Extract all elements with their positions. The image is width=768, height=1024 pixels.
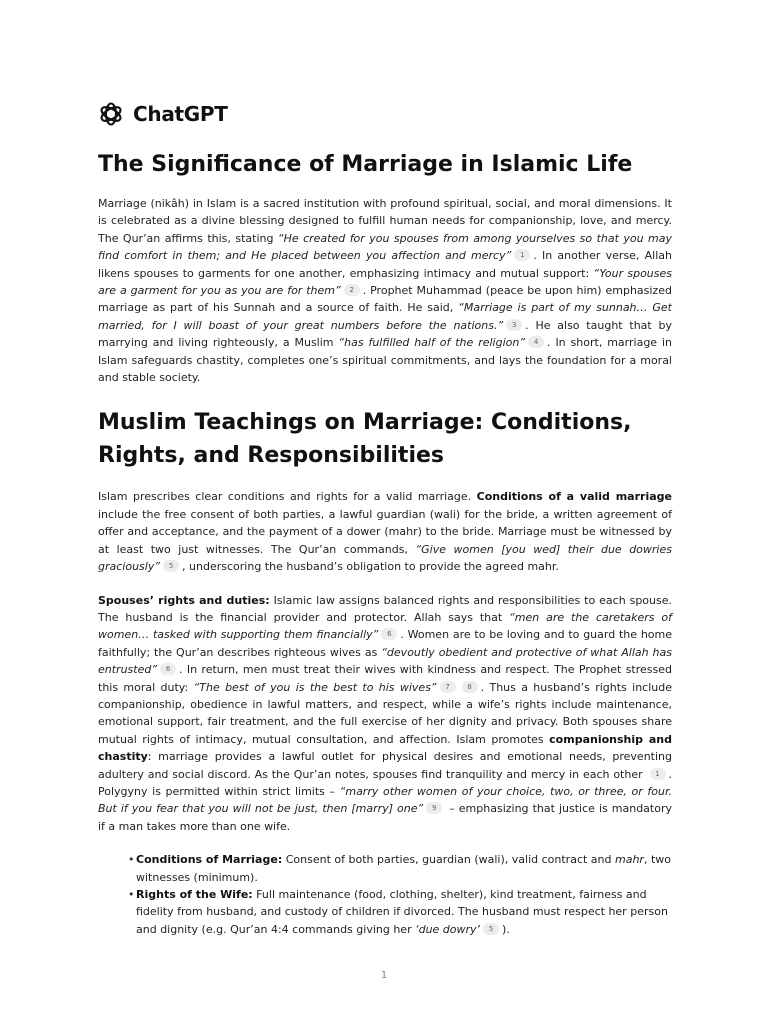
bullet-list (98, 851, 672, 938)
bold-term: Conditions of a valid marriage (476, 490, 672, 504)
text: . Prophet Muhammad (peace be upon him) emphasized marriage as part of his Sunnah and a source of faith. He said, (98, 284, 672, 315)
citation-badge[interactable]: 7 (440, 681, 456, 693)
text: . Thus a husband’s rights include companionship, obedience in lawful matters, and respect, while a wife’s rights include maintenance, emotional support, fair treatment, and the full exercise of her dignity and privacy. Both spouses share mutual rights of intimacy, mutual consultation, and affection. Islam promotes (98, 680, 673, 746)
bold-term: Spouses’ rights and duties: (98, 593, 270, 607)
citation-badge[interactable]: 1 (650, 768, 666, 780)
quote: “He created for you spouses from among yourselves so that you may find comfort in them; and He placed between you affection and mercy” (98, 231, 672, 263)
paragraph-significance (98, 195, 672, 386)
quote: “Marriage is part of my sunnah… Get married, for I will boast of your great numbers before the nations.” (98, 301, 672, 332)
emphasis: ‘due dowry’ (415, 922, 481, 936)
text: . He also taught that by marrying and living righteously, a Muslim (98, 318, 672, 350)
openai-logo-icon (98, 101, 124, 127)
brand-header (98, 100, 672, 128)
text: . Women are to be loving and to guard the home faithfully; the Qur’an describes righteous wives as (98, 628, 673, 659)
quote: “men are the caretakers of women… tasked with supporting them financially” (98, 610, 672, 642)
text: Consent of both parties, guardian (wali), valid contract and (282, 853, 615, 867)
paragraph-conditions (98, 488, 672, 575)
text: Islamic law assigns balanced rights and responsibilities to each spouse. The husband is the financial provider and protector. Allah says that (98, 593, 672, 624)
paragraph-rights-duties (98, 592, 672, 836)
citation-badge[interactable]: 4 (528, 336, 544, 348)
list-item (136, 886, 672, 938)
bullet-label: Rights of the Wife: (136, 888, 253, 901)
bold-term: companionship and chastity (98, 732, 672, 764)
brand-name: ChatGPT (133, 102, 228, 126)
citation-badge[interactable]: 6 (160, 663, 176, 675)
citation-badge[interactable]: 6 (381, 628, 397, 640)
text: . In short, marriage in Islam safeguards chastity, completes one’s spiritual commitments, and lays the foundation for a moral and stable society. (98, 336, 672, 385)
text: – emphasizing that justice is mandatory if a man takes more than one wife. (98, 802, 672, 833)
citation-badge[interactable]: 3 (506, 319, 522, 331)
citation-badge[interactable]: 9 (426, 802, 442, 814)
quote: “Give women [you wed] their due dowries graciously” (98, 542, 672, 574)
citation-badge[interactable]: 5 (163, 560, 179, 572)
text: include the free consent of both parties, a lawful guardian (wali) for the bride, a written agreement of offer and acceptance, and the payment of a dower (mahr) to the bride. Marriage must be witnessed by at least two just witnesses. The Qur’an commands, (98, 507, 672, 556)
text: ). (502, 922, 510, 936)
emphasis: mahr (615, 853, 644, 867)
citation-badge[interactable]: 5 (483, 923, 499, 935)
text: . In another verse, Allah likens spouses to garments for one another, emphasizing intimacy and mutual support: (98, 249, 672, 280)
citation-badge[interactable]: 2 (344, 284, 360, 296)
bullet-label: Conditions of Marriage: (136, 853, 283, 867)
section-title-teachings: Muslim Teachings on Marriage: Conditions, Rights, and Responsibilities (98, 410, 632, 469)
quote: “The best of you is the best to his wives” (193, 680, 437, 694)
text: , underscoring the husband’s obligation to provide the agreed mahr. (182, 560, 559, 574)
text: Islam prescribes clear conditions and rights for a valid marriage. (98, 490, 477, 504)
quote: “marry other women of your choice, two, or three, or four. But if you fear that you will not be just, then [marry] one” (98, 784, 672, 816)
citation-badge[interactable]: 1 (514, 249, 530, 261)
quote: “devoutly obedient and protective of what Allah has entrusted” (98, 645, 672, 677)
citation-badge[interactable]: 8 (462, 681, 478, 693)
text: . In return, men must treat their wives with kindness and respect. The Prophet stressed this moral duty: (98, 663, 672, 694)
text: : marriage provides a lawful outlet for physical desires and emotional needs, preventing adultery and social discord. As the Qur’an notes, spouses find tranquility and mercy in each other (98, 750, 672, 781)
text: Full maintenance (food, clothing, shelter), kind treatment, fairness and fidelity from husband, and custody of children if divorced. The husband must respect her person and dignity (e.g. Qur’an 4:4 commands giving her (136, 888, 668, 936)
text: , two witnesses (minimum). (136, 853, 671, 884)
text: Marriage (nikâh) in Islam is a sacred institution with profound spiritual, social, and moral dimensions. It is celebrated as a divine blessing designed to fulfill human needs for companionship, love, and mercy. The Qur’an affirms this, stating (98, 197, 672, 245)
document-page (98, 100, 672, 938)
quote: “has fulfilled half of the religion” (338, 336, 526, 350)
page-number: 1 (380, 970, 388, 981)
section-title-significance: The Significance of Marriage in Islamic Life (98, 152, 633, 177)
text: . Polygyny is permitted within strict limits – (98, 767, 672, 798)
quote: “Your spouses are a garment for you as you are for them” (98, 266, 672, 298)
list-item (136, 851, 672, 886)
